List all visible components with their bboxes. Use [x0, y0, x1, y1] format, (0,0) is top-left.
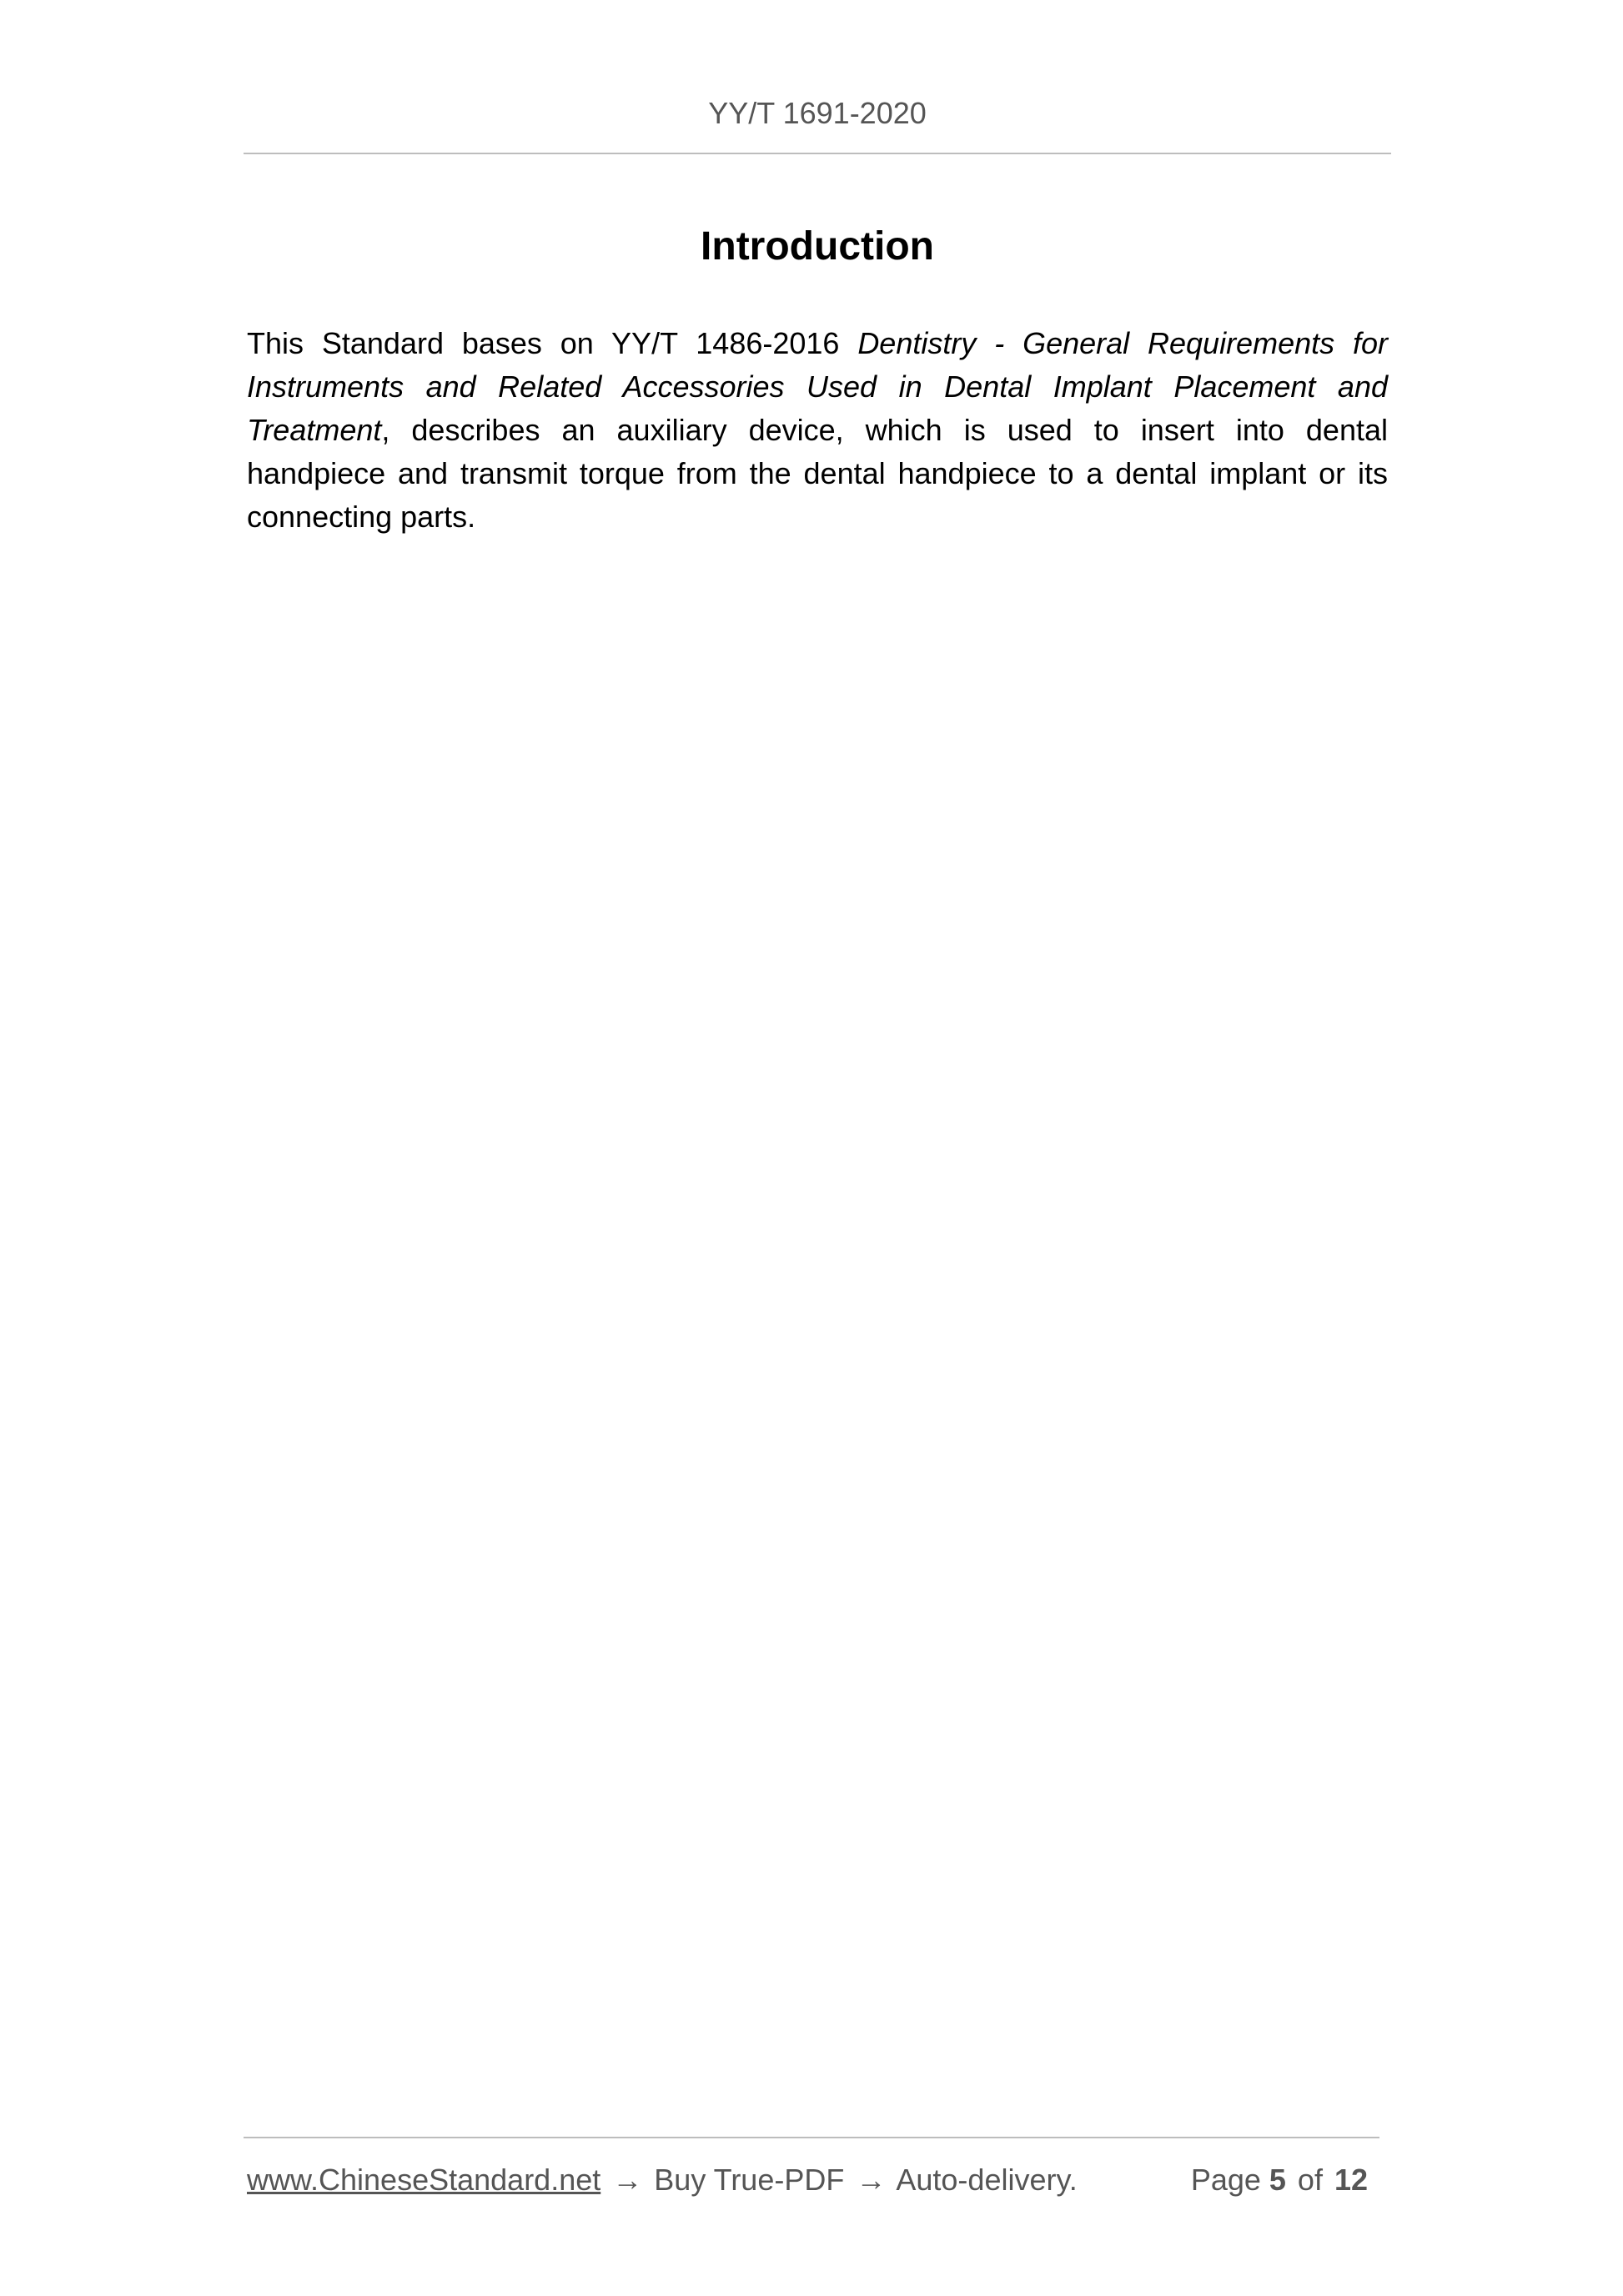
arrow-right-icon: →	[612, 2163, 643, 2197]
arrow-right-icon: →	[856, 2163, 887, 2197]
buy-pdf-text: Buy True-PDF	[654, 2163, 845, 2197]
auto-delivery-text: Auto-delivery.	[896, 2163, 1078, 2197]
paragraph-text-start: This Standard bases on YY/T 1486-2016	[247, 326, 858, 360]
referenced-standard-title: Dentistry - General Requirements for Instruments and Related Accessories Used in Dental Implant Placement and Treatment	[247, 326, 1388, 447]
footer-divider	[244, 2137, 1379, 2138]
page-label: Page	[1190, 2163, 1261, 2197]
intro-paragraph	[247, 322, 1388, 539]
page-number	[1191, 2158, 1376, 2202]
footer-promo	[247, 2158, 1078, 2202]
total-page-number: 12	[1334, 2163, 1368, 2197]
current-page-number: 5	[1269, 2163, 1286, 2197]
paragraph-text-end: , describes an auxiliary device, which is used to insert into dental handpiece and transmit torque from the dental handpiece to a dental implant or its connecting parts.	[247, 413, 1388, 534]
document-header-id: YY/T 1691-2020	[708, 96, 927, 130]
page-of-label: of	[1297, 2163, 1323, 2197]
page-footer	[247, 2158, 1376, 2202]
website-link[interactable]: www.ChineseStandard.net	[247, 2163, 601, 2197]
section-title: Introduction	[701, 224, 934, 269]
header-divider	[244, 153, 1391, 154]
